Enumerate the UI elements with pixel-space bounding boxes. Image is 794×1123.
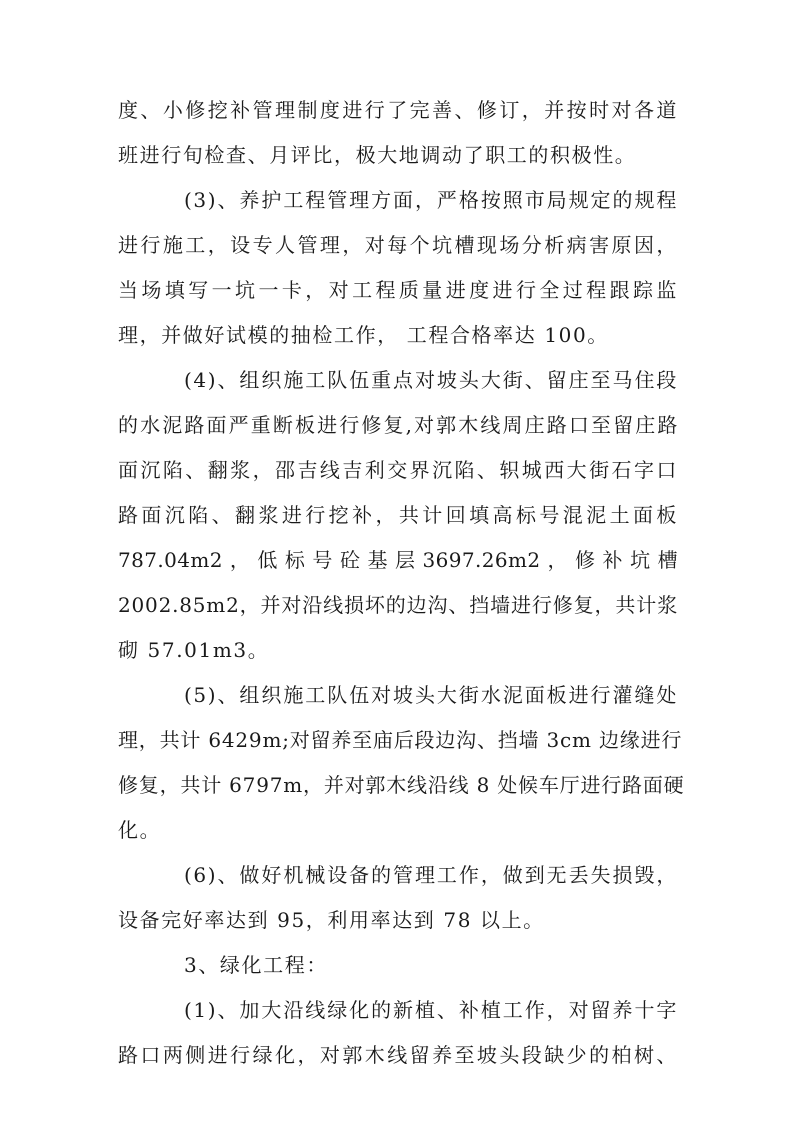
text-line: 度、小修挖补管理制度进行了完善、修订，并按时对各道 [118,98,678,122]
text-line: (3)、养护工程管理方面，严格按照市局规定的规程 [184,188,678,212]
text-line: 面沉陷、翻浆，邵吉线吉利交界沉陷、轵城西大街石字口 [118,458,678,482]
text-line: 2002.85m2，并对沿线损坏的边沟、挡墙进行修复，共计浆 [118,593,678,617]
text-line: (1)、加大沿线绿化的新植、补植工作，对留养十字 [184,998,678,1022]
text-line: 路面沉陷、翻浆进行挖补，共计回填高标号混泥土面板 [118,503,678,527]
text-line: 设备完好率达到 95，利用率达到 78 以上。 [118,908,545,932]
text-line: 砌 57.01m3。 [118,638,270,662]
text-line: 理，并做好试模的抽检工作， 工程合格率达 100。 [118,323,609,347]
text-line: 化。 [118,818,162,842]
text-line: (5)、组织施工队伍对坡头大街水泥面板进行灌缝处 [184,683,678,707]
text-line: 787.04m2 ， 低 标 号 砼 基 层 3697.26m2 ， 修 补 坑 槽 [118,548,678,572]
text-line: (4)、组织施工队伍重点对坡头大街、留庄至马住段 [184,368,678,392]
section-heading: 3、绿化工程： [184,953,328,977]
text-line: 班进行旬检查、月评比，极大地调动了职工的积极性。 [118,143,637,167]
text-line: 路口两侧进行绿化，对郭木线留养至坡头段缺少的柏树、 [118,1043,678,1067]
text-line: 进行施工，设专人管理，对每个坑槽现场分析病害原因， [118,233,678,257]
text-line: 理，共计 6429m;对留养至庙后段边沟、挡墙 3cm 边缘进行 [118,728,683,752]
text-line: 的水泥路面严重断板进行修复,对郭木线周庄路口至留庄路 [118,413,678,437]
text-line: 当场填写一坑一卡，对工程质量进度进行全过程跟踪监 [118,278,678,302]
text-line: 修复，共计 6797m，并对郭木线沿线 8 处候车厅进行路面硬 [118,773,685,797]
text-line: (6)、做好机械设备的管理工作，做到无丢失损毁， [184,863,678,887]
